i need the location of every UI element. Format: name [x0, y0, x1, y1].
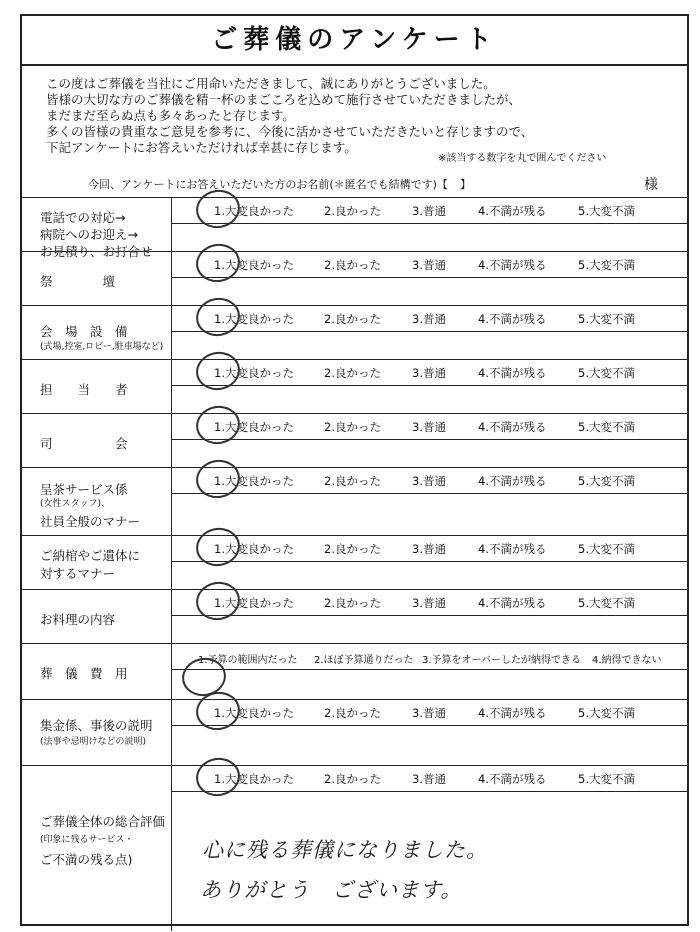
rating-option[interactable]: 1.大変良かった [214, 258, 294, 272]
rating-option[interactable]: 4.不満が残る [478, 542, 547, 556]
row-label-line: 呈茶サービス係 [40, 482, 128, 497]
rating-option[interactable]: 3.普通 [412, 474, 446, 488]
row-label [22, 252, 172, 305]
intro-line: 下記アンケートにお答えいただければ幸甚に存じます。 [46, 140, 357, 155]
row-label-line: (式場,控室,ロビー,駐車場など) [40, 342, 164, 352]
row-label-line: 会 場 設 備 [40, 324, 128, 339]
rating-option[interactable]: 1.大変良かった [214, 420, 294, 434]
row-label-line: 葬 儀 費 用 [40, 666, 128, 681]
rating-option[interactable]: 5.大変不満 [578, 312, 635, 326]
rating-option[interactable]: 2.良かった [324, 204, 381, 218]
row-label-line: ご納棺やご遺体に [40, 548, 141, 563]
rating-option[interactable]: 5.大変不満 [578, 596, 635, 610]
rating-option[interactable]: 1.大変良かった [214, 596, 294, 610]
survey-row [22, 643, 687, 699]
survey-row [22, 359, 687, 413]
intro-line: この度はご葬儀を当社にご用命いただきまして、誠にありがとうございました。 [46, 76, 496, 91]
survey-row [22, 535, 687, 589]
row-label-line: (女性スタッフ)、 [40, 499, 111, 509]
row-label [22, 536, 172, 589]
survey-row [22, 197, 687, 259]
rating-option[interactable]: 2.良かった [324, 772, 381, 786]
survey-row [22, 589, 687, 643]
rating-option[interactable]: 5.大変不満 [578, 474, 635, 488]
selection-circle-mark [193, 186, 243, 231]
rating-option[interactable]: 3.予算をオーバーしたが納得できる [422, 655, 582, 666]
instruction-note: ※該当する数字を丸で囲んでください [438, 153, 607, 164]
row-label [22, 700, 172, 765]
row-options [172, 590, 687, 616]
respondent-name-field[interactable] [88, 176, 678, 192]
row-options [172, 198, 687, 224]
row-label [22, 414, 172, 467]
row-label-line: 病院へのお迎え→ [40, 227, 138, 242]
row-label-line: ご不満の残る点) [40, 852, 133, 867]
rating-option[interactable]: 2.良かった [324, 474, 381, 488]
rating-option[interactable]: 4.不満が残る [478, 312, 547, 326]
rating-option[interactable]: 1.大変良かった [214, 772, 294, 786]
rating-option[interactable]: 4.不満が残る [478, 204, 547, 218]
row-options [172, 700, 687, 726]
intro-text [46, 76, 666, 156]
survey-row [22, 305, 687, 359]
rating-option[interactable]: 3.普通 [412, 542, 446, 556]
rating-option[interactable]: 1.大変良かった [214, 706, 294, 720]
row-label [22, 360, 172, 413]
row-label-line: 社員全般のマナー [40, 514, 141, 529]
row-options [172, 306, 687, 332]
row-label [22, 590, 172, 643]
row-label-line: (法事や忌明けなどの説明) [40, 737, 147, 747]
row-label [22, 468, 172, 535]
row-label-line: 担 当 者 [40, 382, 128, 397]
row-options [172, 536, 687, 562]
rating-option[interactable]: 2.良かった [324, 366, 381, 380]
intro-line: 多くの皆様の貴重なご意見を参考に、今後に活かさせていただきたいと存じますので、 [46, 124, 534, 139]
rating-option[interactable]: 3.普通 [412, 596, 446, 610]
rating-option[interactable]: 3.普通 [412, 312, 446, 326]
survey-row [22, 413, 687, 467]
row-label-line: (印象に残るサービス・ [40, 835, 134, 845]
handwritten-comment-line: ありがとう ございます。 [200, 878, 463, 902]
rating-option[interactable]: 1.大変良かった [214, 366, 294, 380]
row-label [22, 198, 172, 259]
rating-option[interactable]: 4.不満が残る [478, 596, 547, 610]
rating-option[interactable]: 4.不満が残る [478, 366, 547, 380]
rating-option[interactable]: 5.大変不満 [578, 204, 635, 218]
rating-option[interactable]: 2.良かった [324, 258, 381, 272]
row-label-line: お見積り、お打合せ [40, 244, 153, 259]
rating-option[interactable]: 2.良かった [324, 312, 381, 326]
rating-option[interactable]: 4.不満が残る [478, 420, 547, 434]
rating-option[interactable]: 4.不満が残る [478, 258, 547, 272]
row-label [22, 644, 172, 699]
rating-option[interactable]: 1.大変良かった [214, 474, 294, 488]
name-suffix: 様 [644, 177, 658, 193]
row-options [172, 468, 687, 494]
rating-option[interactable]: 2.良かった [324, 542, 381, 556]
intro-line: まだまだ至らぬ点も多々あったと存じます。 [46, 108, 295, 123]
rating-option[interactable]: 3.普通 [412, 420, 446, 434]
row-label-line: ご葬儀全体の総合評価 [40, 814, 166, 829]
survey-sheet [20, 14, 689, 926]
handwritten-comment-line: 心に残る葬儀になりました。 [202, 838, 488, 862]
rating-option[interactable]: 5.大変不満 [578, 706, 635, 720]
rating-option[interactable]: 5.大変不満 [578, 258, 635, 272]
rating-option[interactable]: 1.大変良かった [214, 542, 294, 556]
rating-option[interactable]: 4.不満が残る [478, 772, 547, 786]
rating-option[interactable]: 4.不満が残る [478, 474, 547, 488]
rating-option[interactable]: 5.大変不満 [578, 772, 635, 786]
row-label-line: 対するマナー [40, 566, 116, 581]
rating-option[interactable]: 1.予算の範囲内だった [198, 655, 298, 666]
row-label-line: 司 会 [40, 436, 128, 451]
form-title: ご葬儀のアンケート [22, 16, 687, 66]
rating-option[interactable]: 3.普通 [412, 772, 446, 786]
row-label [22, 306, 172, 359]
row-options [172, 644, 687, 670]
survey-row [22, 699, 687, 765]
rating-option[interactable]: 5.大変不満 [578, 542, 635, 556]
name-bracket-close: 】 [460, 178, 471, 191]
rating-option[interactable]: 5.大変不満 [578, 366, 635, 380]
survey-row [22, 251, 687, 305]
rating-option[interactable]: 3.普通 [412, 204, 446, 218]
rating-option[interactable]: 4.納得できない [592, 655, 662, 666]
rating-option[interactable]: 3.普通 [412, 706, 446, 720]
intro-line: 皆様の大切な方のご葬儀を精一杯のまごころを込めて施行させていただきましたが、 [46, 92, 522, 107]
rating-option[interactable]: 4.不満が残る [478, 706, 547, 720]
rating-option[interactable]: 2.良かった [324, 706, 381, 720]
row-label [22, 766, 172, 931]
row-options [172, 252, 687, 278]
rating-option[interactable]: 3.普通 [412, 366, 446, 380]
row-label-line: お料理の内容 [40, 612, 116, 627]
row-options [172, 414, 687, 440]
row-label-line: 電話での対応→ [40, 210, 126, 225]
rating-option[interactable]: 2.良かった [324, 596, 381, 610]
rating-option[interactable]: 3.普通 [412, 258, 446, 272]
rating-option[interactable]: 1.大変良かった [214, 312, 294, 326]
name-prompt: 今回、アンケートにお答えいただいた方のお名前(＊匿名でも結構です)【 [88, 178, 448, 191]
rating-option[interactable]: 2.ほぼ予算通りだった [314, 655, 414, 666]
rating-option[interactable]: 2.良かった [324, 420, 381, 434]
rating-option[interactable]: 5.大変不満 [578, 420, 635, 434]
row-label-line: 集金係、事後の説明 [40, 718, 153, 733]
survey-row [22, 467, 687, 535]
rating-option[interactable]: 1.大変良かった [214, 204, 294, 218]
row-options [172, 360, 687, 386]
row-options [172, 766, 687, 792]
row-label-line: 祭 壇 [40, 274, 116, 289]
